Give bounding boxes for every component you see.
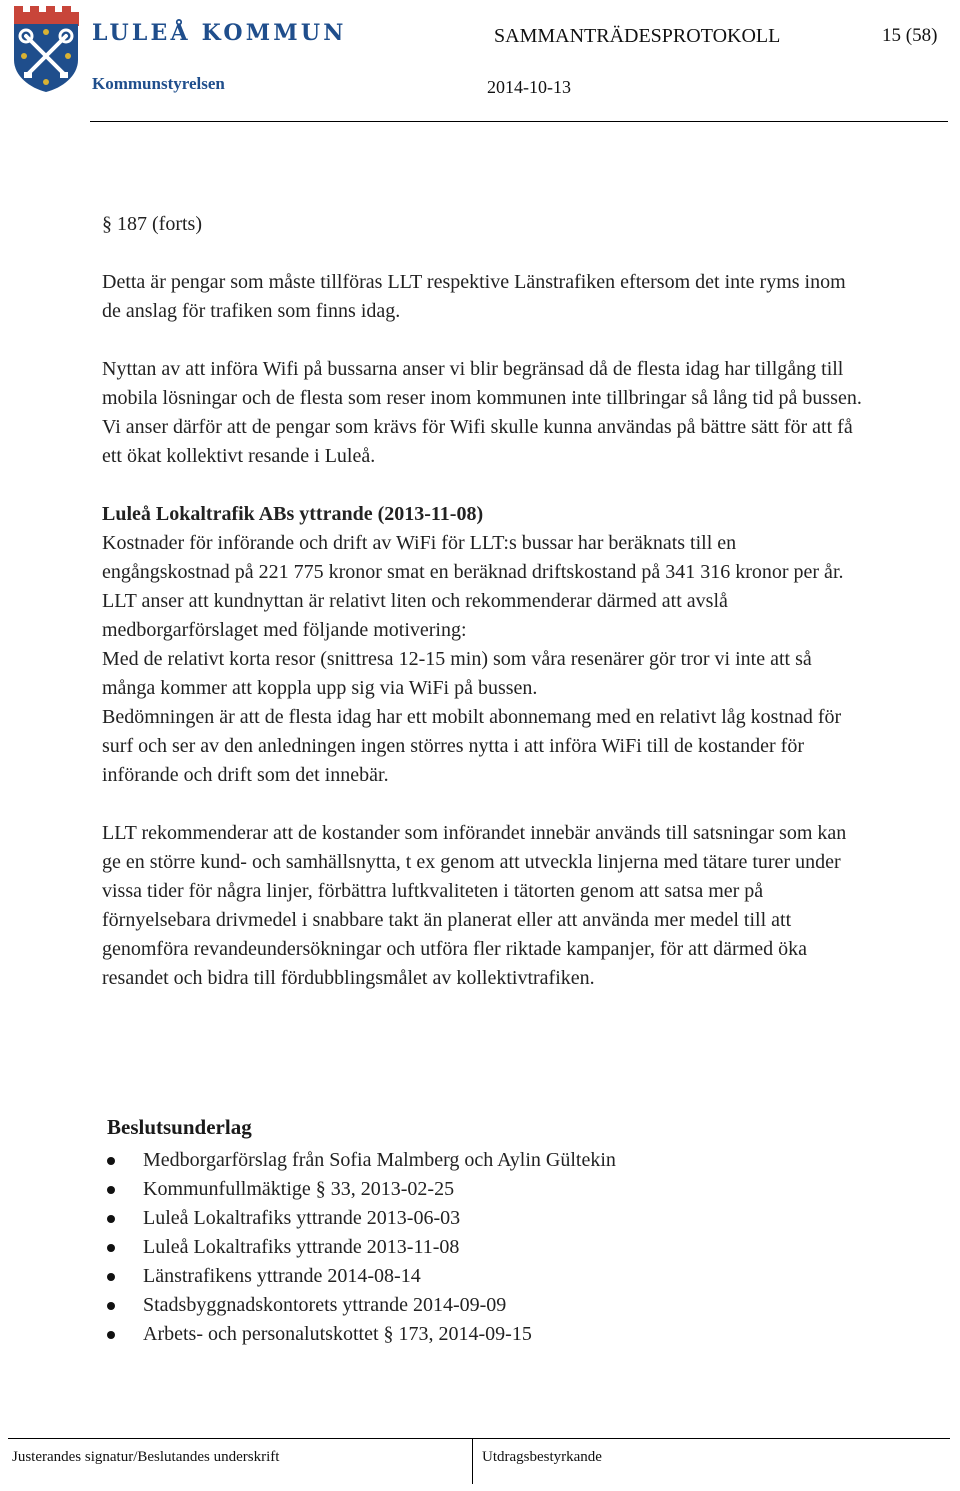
list-item: Luleå Lokaltrafiks yttrande 2013-06-03 <box>107 1204 616 1233</box>
paragraph-llt-costs: Kostnader för införande och drift av WiFi för LLT:s bussar har beräknats till en engångskostnad på 221 775 kronor smat en beräknad driftskostand på 341 316 kronor per år. LLT anser att kundnyttan är relativt liten och rekommenderar därmed att avslå medborgarförslaget med följande motivering: <box>102 532 844 641</box>
organization-name: LULEÅ KOMMUN <box>92 20 347 46</box>
paragraph-llt-motivation: Med de relativt korta resor (snittresa 12-15 min) som våra resenärer gör tror vi inte att så många kommer att koppla upp sig via WiFi på bussen. <box>102 648 812 699</box>
bullet-icon <box>107 1302 115 1310</box>
list-item: Medborgarförslag från Sofia Malmberg och Aylin Gültekin <box>107 1146 616 1175</box>
lulea-coat-of-arms-icon <box>10 2 82 94</box>
section-title: § 187 (forts) <box>102 213 202 235</box>
llt-statement-heading: Luleå Lokaltrafik ABs yttrande (2013-11-08) <box>102 503 484 525</box>
list-item: Luleå Lokaltrafiks yttrande 2013-11-08 <box>107 1233 616 1262</box>
list-item: Länstrafikens yttrande 2014-08-14 <box>107 1262 616 1291</box>
beslutsunderlag-list <box>107 1146 616 1349</box>
bullet-icon <box>107 1157 115 1165</box>
header-divider <box>90 121 948 122</box>
list-item: Kommunfullmäktige § 33, 2013-02-25 <box>107 1175 616 1204</box>
signature-label: Justerandes signatur/Beslutandes underskrift <box>12 1449 280 1465</box>
page-number: 15 (58) <box>882 25 938 46</box>
bullet-icon <box>107 1331 115 1339</box>
meeting-date: 2014-10-13 <box>487 77 571 97</box>
protocol-content <box>102 210 862 993</box>
footer-column-divider <box>472 1438 473 1484</box>
list-item: Arbets- och personalutskottet § 173, 2014-09-15 <box>107 1320 616 1349</box>
department-name: Kommunstyrelsen <box>92 74 225 93</box>
bullet-icon <box>107 1244 115 1252</box>
bullet-icon <box>107 1215 115 1223</box>
paragraph-llt-recommendation: LLT rekommenderar att de kostander som införandet innebär används till satsningar som kan ge en större kund- och samhällsnytta, t ex genom att utveckla linjerna med tätare turer under vissa tider för några linjer, förbättra luftkvaliteten i tätorten genom att satsa mer på förnyelsebara drivmedel i snabbare takt än planerat eller att använda mer medel till att genomföra revandeundersökningar och utföra fler riktade kampanjer, för att därmed öka resandet och bidra till fördubblingsmålet av kollektivtrafiken. <box>102 822 847 989</box>
footer-divider <box>8 1438 950 1439</box>
paragraph-funding: Detta är pengar som måste tillföras LLT respektive Länstrafiken eftersom det inte ryms inom de anslag för trafiken som finns idag. <box>102 271 846 322</box>
paragraph-llt-assessment: Bedömningen är att de flesta idag har ett mobilt abonnemang med en relativt låg kostnad för surf och ser av den anledningen ingen störres nytta i att införa WiFi till de kostander för införande och drift som det innebär. <box>102 706 842 786</box>
beslutsunderlag-heading: Beslutsunderlag <box>107 1115 252 1139</box>
paragraph-wifi-benefit: Nyttan av att införa Wifi på bussarna anser vi blir begränsad då de flesta idag har tillgång till mobila lösningar och de flesta som reser inom kommunen inte tillbringar så lång tid på bussen. Vi anser därför att de pengar som krävs för Wifi skulle kunna användas på bättre sätt för att få ett ökat kollektivt resande i Luleå. <box>102 358 862 467</box>
document-type: SAMMANTRÄDESPROTOKOLL <box>494 25 781 47</box>
bullet-icon <box>107 1186 115 1194</box>
certification-label: Utdragsbestyrkande <box>482 1449 602 1465</box>
bullet-icon <box>107 1273 115 1281</box>
list-item: Stadsbyggnadskontorets yttrande 2014-09-09 <box>107 1291 616 1320</box>
